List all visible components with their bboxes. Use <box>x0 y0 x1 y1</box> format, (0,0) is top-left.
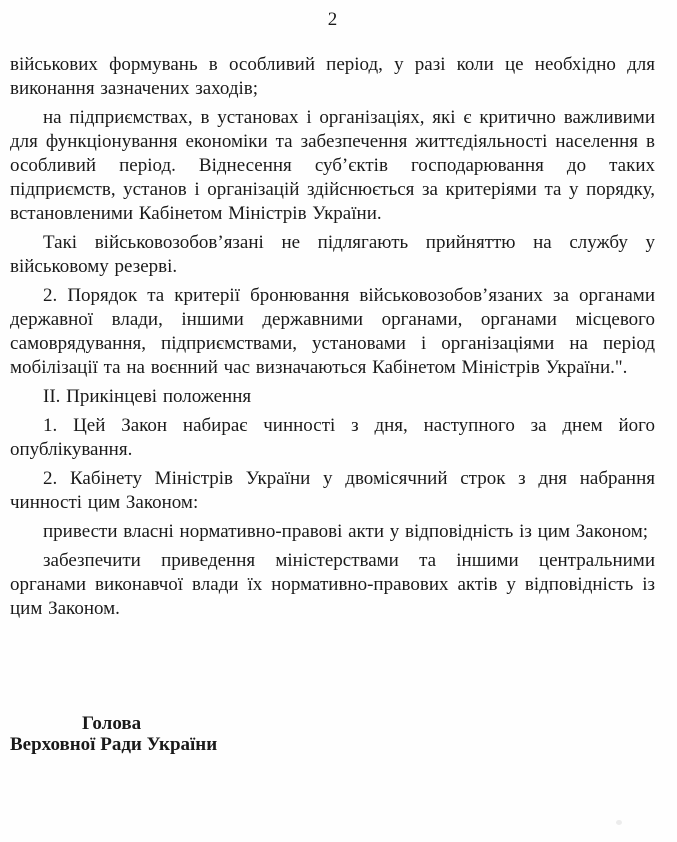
paragraph-reservation-procedure: 2. Порядок та критерії бронювання військовозобов’язаних за органами державної влади, іншими державними органами, органами місцевого самоврядування, підприємствами, установами і організаціями на період мобілізації та на воєнний час визначаються Кабінетом Міністрів України.". <box>10 285 655 378</box>
paragraph-continuation-military-formations: військових формувань в особливий період, у разі коли це необхідно для виконання зазначених заходів; <box>10 54 655 99</box>
page-number: 2 <box>327 9 338 30</box>
signature-block <box>10 713 655 755</box>
signature-title-line2: Верховної Ради України <box>10 734 218 755</box>
paragraph-critical-enterprises: на підприємствах, в установах і організаціях, які є критично важливими для функціонування економіки та забезпечення життєдіяльності населення в особливий період. Віднесення суб’єктів господарювання до таких підприємств, установ і організацій здійснюється за критеріями та у порядку, встановленими Кабінетом Міністрів України. <box>10 107 655 224</box>
paragraph-military-reserve-exclusion: Такі військовозобов’язані не підлягають прийняттю на службу у військовому резерві. <box>10 232 655 277</box>
scan-artifact <box>616 820 622 825</box>
section-heading-final-provisions: II. Прикінцеві положення <box>43 386 252 407</box>
signature-title-line1: Голова <box>82 713 142 734</box>
paragraph-entry-into-force: 1. Цей Закон набирає чинності з дня, наступного за днем його опублікування. <box>10 415 655 460</box>
paragraph-ensure-ministries-acts-conformity: забезпечити приведення міністерствами та іншими центральними органами виконавчої влади їх нормативно-правових актів у відповідність із цим Законом. <box>10 550 655 619</box>
paragraph-cabinet-two-month-term: 2. Кабінету Міністрів України у двомісячний строк з дня набрання чинності цим Законом: <box>10 468 655 513</box>
paragraph-bring-own-acts-into-conformity: привести власні нормативно-правові акти у відповідність із цим Законом; <box>43 521 649 542</box>
